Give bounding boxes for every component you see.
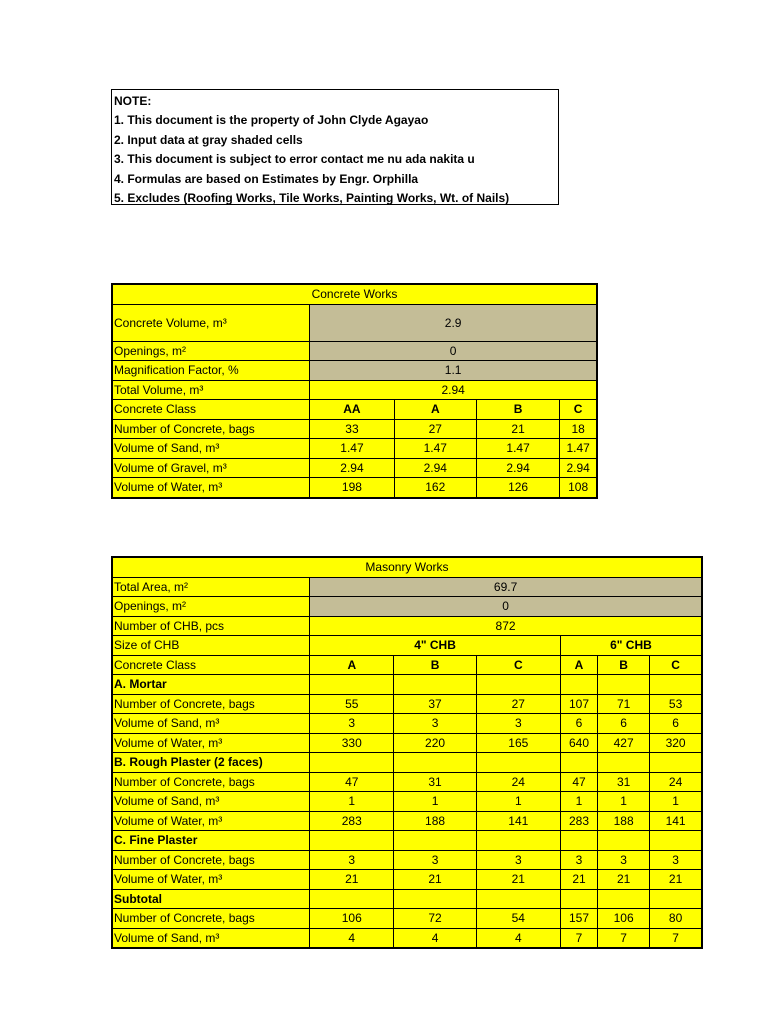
row-label: Volume of Water, m³ [112, 478, 310, 498]
cell-value: 3 [476, 714, 560, 734]
class-header: A [394, 400, 476, 420]
chb-6-header: 6" CHB [560, 636, 702, 656]
cell-value: 126 [476, 478, 559, 498]
cell-value: 3 [598, 850, 650, 870]
row-label: Number of Concrete, bags [112, 419, 310, 439]
row-label: Volume of Sand, m³ [112, 439, 310, 459]
row-label: Number of Concrete, bags [112, 772, 310, 792]
cell-value: 27 [394, 419, 476, 439]
cell-value: 4 [394, 928, 476, 948]
class-header: B [598, 655, 650, 675]
cell-value: 106 [598, 909, 650, 929]
cell-value: 320 [650, 733, 702, 753]
table-row [112, 419, 597, 439]
row-label: Volume of Water, m³ [112, 733, 310, 753]
row-label: Volume of Sand, m³ [112, 714, 310, 734]
row-label: Number of Concrete, bags [112, 694, 310, 714]
masonry-title: Masonry Works [112, 557, 702, 577]
table-row [112, 909, 702, 929]
row-label: Number of Concrete, bags [112, 909, 310, 929]
cell-value: 188 [598, 811, 650, 831]
cell-value: 3 [476, 850, 560, 870]
cell-value: 54 [476, 909, 560, 929]
cell-value: 3 [560, 850, 597, 870]
class-header: A [560, 655, 597, 675]
cell-value: 2.94 [310, 458, 394, 478]
cell-value: 33 [310, 419, 394, 439]
cell-value: 7 [560, 928, 597, 948]
table-row [112, 928, 702, 948]
class-header: AA [310, 400, 394, 420]
masonry-works-table [111, 556, 703, 949]
cell-value: 31 [394, 772, 476, 792]
cell-value: 4 [476, 928, 560, 948]
cell-value: 108 [560, 478, 597, 498]
concrete-works-table [111, 283, 598, 499]
class-header: C [560, 400, 597, 420]
cell-value: 37 [394, 694, 476, 714]
cell-value: 427 [598, 733, 650, 753]
cell-value: 7 [650, 928, 702, 948]
table-row [112, 772, 702, 792]
cell-value: 53 [650, 694, 702, 714]
note-line-5: 5. Excludes (Roofing Works, Tile Works, Painting Works, Wt. of Nails) [114, 190, 510, 205]
concrete-openings-input[interactable]: 0 [310, 341, 597, 361]
cell-value: 31 [598, 772, 650, 792]
cell-value: 47 [310, 772, 394, 792]
row-label: Volume of Gravel, m³ [112, 458, 310, 478]
chb-count-value: 872 [310, 616, 702, 636]
chb-4-header: 4" CHB [310, 636, 561, 656]
total-volume-label: Total Volume, m³ [112, 380, 310, 400]
cell-value: 21 [476, 419, 559, 439]
table-row [112, 458, 597, 478]
table-row [112, 694, 702, 714]
cell-value: 141 [476, 811, 560, 831]
class-header: C [650, 655, 702, 675]
table-row [112, 714, 702, 734]
cell-value: 6 [598, 714, 650, 734]
concrete-title: Concrete Works [112, 284, 597, 304]
note-line-4: 4. Formulas are based on Estimates by Engr. Orphilla [114, 171, 419, 186]
cell-value: 21 [650, 870, 702, 890]
cell-value: 283 [310, 811, 394, 831]
section-heading-fine-plaster: C. Fine Plaster [112, 831, 310, 851]
note-heading: NOTE: [114, 94, 152, 108]
masonry-openings-label: Openings, m² [112, 597, 310, 617]
cell-value: 640 [560, 733, 597, 753]
cell-value: 21 [394, 870, 476, 890]
table-row [112, 811, 702, 831]
cell-value: 3 [310, 850, 394, 870]
cell-value: 162 [394, 478, 476, 498]
section-heading-rough-plaster: B. Rough Plaster (2 faces) [112, 753, 310, 773]
cell-value: 55 [310, 694, 394, 714]
magnification-label: Magnification Factor, % [112, 361, 310, 381]
cell-value: 80 [650, 909, 702, 929]
note-line-1: 1. This document is the property of John Clyde Agayao [114, 113, 429, 128]
row-label: Volume of Water, m³ [112, 870, 310, 890]
section-heading-mortar: A. Mortar [112, 675, 310, 695]
table-row [112, 870, 702, 890]
cell-value: 283 [560, 811, 597, 831]
cell-value: 1 [598, 792, 650, 812]
cell-value: 106 [310, 909, 394, 929]
note-line-2: 2. Input data at gray shaded cells [114, 132, 303, 147]
cell-value: 1 [560, 792, 597, 812]
cell-value: 3 [394, 714, 476, 734]
cell-value: 3 [394, 850, 476, 870]
class-header: B [394, 655, 476, 675]
cell-value: 220 [394, 733, 476, 753]
cell-value: 157 [560, 909, 597, 929]
cell-value: 47 [560, 772, 597, 792]
cell-value: 1 [650, 792, 702, 812]
cell-value: 27 [476, 694, 560, 714]
cell-value: 2.94 [394, 458, 476, 478]
cell-value: 2.94 [560, 458, 597, 478]
cell-value: 198 [310, 478, 394, 498]
cell-value: 3 [650, 850, 702, 870]
magnification-input[interactable]: 1.1 [310, 361, 597, 381]
table-row [112, 478, 597, 498]
cell-value: 107 [560, 694, 597, 714]
cell-value: 1.47 [476, 439, 559, 459]
cell-value: 7 [598, 928, 650, 948]
section-heading-subtotal: Subtotal [112, 889, 310, 909]
concrete-openings-label: Openings, m² [112, 341, 310, 361]
table-row [112, 792, 702, 812]
total-area-label: Total Area, m² [112, 577, 310, 597]
class-header: C [476, 655, 560, 675]
class-header: A [310, 655, 394, 675]
row-label: Volume of Water, m³ [112, 811, 310, 831]
cell-value: 21 [310, 870, 394, 890]
cell-value: 141 [650, 811, 702, 831]
cell-value: 6 [650, 714, 702, 734]
cell-value: 2.94 [476, 458, 559, 478]
note-line-3: 3. This document is subject to error contact me nu ada nakita u [114, 152, 475, 167]
cell-value: 1.47 [310, 439, 394, 459]
table-row [112, 439, 597, 459]
cell-value: 1 [394, 792, 476, 812]
cell-value: 72 [394, 909, 476, 929]
cell-value: 21 [598, 870, 650, 890]
cell-value: 4 [310, 928, 394, 948]
table-row [112, 733, 702, 753]
cell-value: 3 [310, 714, 394, 734]
cell-value: 21 [560, 870, 597, 890]
total-volume-value: 2.94 [310, 380, 597, 400]
note-box [111, 89, 559, 205]
cell-value: 330 [310, 733, 394, 753]
cell-value: 165 [476, 733, 560, 753]
concrete-volume-input[interactable]: 2.9 [310, 304, 597, 341]
cell-value: 71 [598, 694, 650, 714]
cell-value: 18 [560, 419, 597, 439]
chb-size-label: Size of CHB [112, 636, 310, 656]
concrete-class-label: Concrete Class [112, 400, 310, 420]
concrete-volume-label: Concrete Volume, m³ [112, 304, 310, 341]
row-label: Volume of Sand, m³ [112, 928, 310, 948]
cell-value: 1.47 [560, 439, 597, 459]
cell-value: 21 [476, 870, 560, 890]
total-area-input[interactable]: 69.7 [310, 577, 702, 597]
masonry-class-label: Concrete Class [112, 655, 310, 675]
cell-value: 24 [476, 772, 560, 792]
cell-value: 1 [476, 792, 560, 812]
cell-value: 24 [650, 772, 702, 792]
chb-count-label: Number of CHB, pcs [112, 616, 310, 636]
cell-value: 1.47 [394, 439, 476, 459]
class-header: B [476, 400, 559, 420]
masonry-openings-input[interactable]: 0 [310, 597, 702, 617]
cell-value: 188 [394, 811, 476, 831]
cell-value: 6 [560, 714, 597, 734]
cell-value: 1 [310, 792, 394, 812]
row-label: Volume of Sand, m³ [112, 792, 310, 812]
table-row [112, 850, 702, 870]
row-label: Number of Concrete, bags [112, 850, 310, 870]
